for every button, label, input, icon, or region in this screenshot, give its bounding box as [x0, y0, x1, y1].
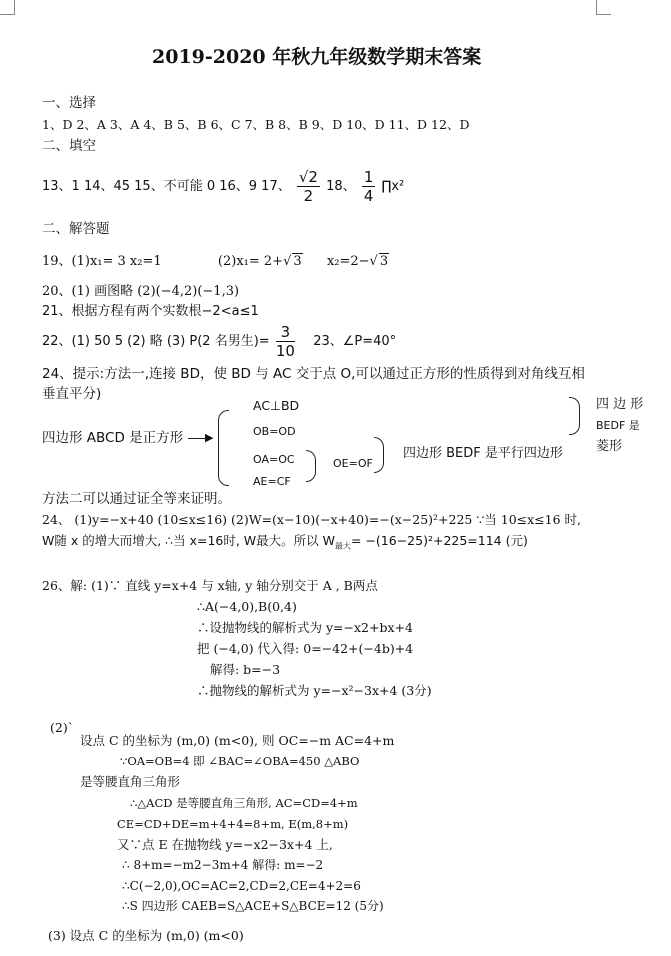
- q26-line5: 解得: b=−3: [210, 662, 281, 677]
- radicand-2: 3: [379, 254, 389, 269]
- q26-line9: 是等腰直角三角形: [80, 774, 181, 789]
- cond-oa-oc: OA=OC: [253, 453, 295, 466]
- q26-line10: ∴△ACD 是等腰直角三角形, AC=CD=4+m: [130, 796, 358, 810]
- conclusion-rhombus-2: BEDF 是: [596, 419, 640, 432]
- right-brace-small: [306, 450, 316, 482]
- method-two: 方法二可以通过证全等来证明。: [42, 491, 231, 507]
- answer-21: 21、根据方程有两个实数根−2<a≤1: [42, 304, 259, 319]
- conclusion-rhombus-1: 四 边 形: [596, 397, 644, 412]
- conclusion-rhombus-3: 菱形: [596, 439, 623, 454]
- fraction-17: [297, 168, 320, 205]
- q26-line2: ∴A(−4,0),B(0,4): [197, 599, 297, 614]
- cond-ac-perp-bd: AC⊥BD: [253, 398, 300, 413]
- tail-18: ∏x²: [381, 179, 405, 194]
- q26-line15: ∴S 四边形 CAEB=S△ACE+S△BCE=12 (5分): [122, 899, 384, 913]
- fraction-18-num: 1: [363, 168, 374, 186]
- fraction-17-num: √2: [298, 168, 318, 186]
- q26-line12: 又∵点 E 在抛物线 y=−x2−3x+4 上,: [117, 837, 333, 852]
- q26-line1: 26、解: (1)∵ 直线 y=x+4 与 x轴, y 轴分别交于 A , B两点: [42, 578, 378, 593]
- right-brace-medium: [374, 437, 384, 473]
- answer-24-hint-line2: 垂直平分): [42, 386, 102, 402]
- conclusion-parallelogram: 四边形 BEDF 是平行四边形: [403, 446, 563, 461]
- fill-answers: [42, 165, 404, 209]
- arrow-head-icon: ▶: [205, 431, 214, 444]
- crop-mark-top-left: [0, 0, 15, 15]
- fraction-22-num: 3: [276, 323, 295, 342]
- answer-19-part1: 19、(1)x₁= 3 x₂=1: [42, 254, 162, 269]
- page-title: 2019-2020 年秋九年级数学期末答案: [152, 46, 482, 68]
- answer-20: 20、(1) 画图略 (2)(−4,2)(−1,3): [42, 284, 240, 299]
- answer-22-23: [42, 322, 396, 362]
- radicand-1: 3: [293, 254, 302, 269]
- sqrt-icon: √: [283, 254, 292, 269]
- q26-line14: ∴C(−2,0),OC=AC=2,CD=2,CE=4+2=6: [122, 879, 361, 893]
- q26-line16: (3) 设点 C 的坐标为 (m,0) (m<0): [48, 928, 244, 943]
- sqrt-icon: √: [369, 254, 378, 269]
- cond-oe-of: OE=OF: [333, 457, 373, 470]
- fraction-22: [276, 323, 295, 360]
- answer-23: 23、∠P=40°: [313, 334, 397, 349]
- right-brace-top: [569, 397, 580, 435]
- fraction-18-den: 4: [363, 187, 374, 205]
- q26-line6: ∴抛物线的解析式为 y=−x²−3x+4 (3分): [197, 683, 432, 698]
- answer-19: [42, 254, 389, 270]
- answer-19-part2a: (2)x₁= 2+: [217, 254, 284, 269]
- cond-ob-od: OB=OD: [253, 425, 296, 438]
- q26-line7: 设点 C 的坐标为 (m,0) (m<0), 则 OC=−m AC=4+m: [80, 733, 395, 748]
- q26-line11: CE=CD+DE=m+4+4=8+m, E(m,8+m): [117, 817, 349, 831]
- section-heading-solve: 二、解答题: [42, 221, 110, 237]
- diagram-premise: 四边形 ABCD 是正方形: [42, 430, 184, 446]
- choice-answers: 1、D 2、A 3、A 4、B 5、B 6、C 7、B 8、B 9、D 10、D 11、D 12、D: [42, 117, 470, 132]
- answer-24b-line2-b: = −(16−25)²+225=114 (元): [351, 533, 528, 548]
- q26-line4: 把 (−4,0) 代入得: 0=−42+(−4b)+4: [197, 641, 414, 656]
- label-18: 18、: [326, 179, 356, 194]
- q26-part2-label: (2)`: [50, 720, 74, 735]
- answer-24-hint-line1: 24、提示:方法一,连接 BD，使 BD 与 AC 交于点 O,可以通过正方形的性质得到对角线互相: [42, 366, 585, 382]
- crop-mark-top-right: [596, 0, 611, 15]
- subscript-max: 最大: [335, 541, 351, 551]
- answer-24b-line2-a: W随 x 的增大而增大, ∴当 x=16时, W最大。所以 W: [42, 533, 335, 548]
- q26-line3: ∴设抛物线的解析式为 y=−x2+bx+4: [197, 620, 413, 635]
- fill-answers-13-17: 13、1 14、45 15、不可能 0 16、9 17、: [42, 179, 291, 194]
- section-heading-choice: 一、选择: [42, 95, 96, 111]
- q26-line8: ∵OA=OB=4 即 ∠BAC=∠OBA=450 △ABO: [120, 754, 360, 768]
- fraction-22-den: 10: [275, 342, 295, 360]
- fraction-18: [362, 168, 376, 205]
- answer-22: 22、(1) 50 5 (2) 略 (3) P(2 名男生)=: [42, 334, 270, 349]
- section-heading-fill: 二、填空: [42, 138, 96, 154]
- answer-24b-line2: [42, 533, 528, 555]
- q26-line13: ∴ 8+m=−m2−3m+4 解得: m=−2: [122, 858, 324, 872]
- answer-19-part2b: x₂=2−: [326, 254, 370, 269]
- left-brace-main: [218, 410, 229, 486]
- fraction-17-den: 2: [303, 187, 314, 205]
- cond-ae-cf: AE=CF: [253, 475, 291, 488]
- answer-24b-line1: 24、 (1)y=−x+40 (10≤x≤16) (2)W=(x−10)(−x+40)=−(x−25)²+225 ∵当 10≤x≤16 时,: [42, 512, 582, 527]
